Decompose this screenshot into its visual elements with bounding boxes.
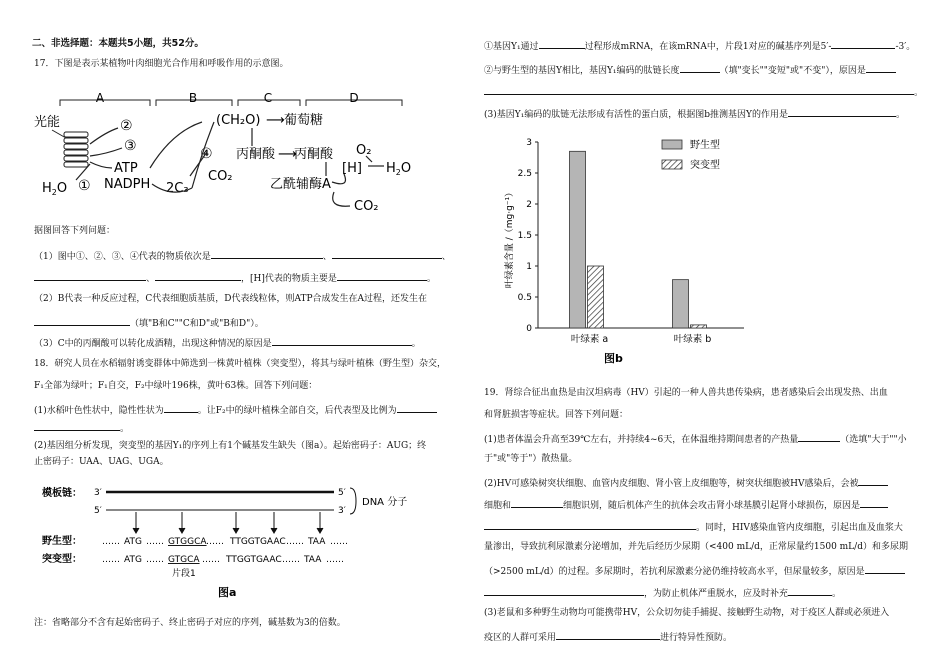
circled-2: ② xyxy=(120,118,133,134)
answer-blank[interactable] xyxy=(337,271,427,281)
atp-label: ATP xyxy=(114,161,138,176)
water-label-2: $H_2O$ xyxy=(386,161,412,177)
bar-mutant xyxy=(588,266,604,328)
region-label-c: C xyxy=(263,92,273,105)
answer-blank[interactable] xyxy=(798,432,840,442)
wild-seq-dots-2: …… xyxy=(146,537,164,547)
legend-swatch xyxy=(662,160,682,169)
answer-blank[interactable] xyxy=(788,107,896,117)
long-arrow: ⟶ xyxy=(266,113,285,128)
answer-blank[interactable] xyxy=(164,403,198,413)
answer-blank[interactable] xyxy=(332,249,442,259)
legend-label: 野生型 xyxy=(690,140,720,151)
co2-label-2: CO₂ xyxy=(354,199,379,214)
q19-p3-line1: (3)老鼠和多种野生动物均可能携带HV，公众切勿徒手捕捉、接触野生动物，对于疫区人群或必须进入 xyxy=(484,608,890,618)
mutant-seq-dots-5: …… xyxy=(326,555,344,565)
q17-photosynthesis-diagram xyxy=(32,92,452,214)
q19-stem-1: 19．肾综合征出血热是由汉坦病毒（HV）引起的一种人兽共患传染病，患者感染后会出现发热、出血 xyxy=(484,388,888,398)
three-prime-top: 5′ xyxy=(338,488,346,498)
q17-part2-line2: （填"B和C""C和D"或"B和D"）。 xyxy=(34,316,264,329)
wild-type-label: 野生型： xyxy=(42,536,82,547)
mutant-seq-atg: ATG xyxy=(124,555,142,565)
legend-swatch xyxy=(662,140,682,149)
mutant-seq-dots-3: …… xyxy=(202,555,220,565)
y-tick-label: 0 xyxy=(526,324,532,334)
answer-blank[interactable] xyxy=(860,498,888,508)
q18-part2-line2: 止密码子：UAA、UAG、UGA。 xyxy=(34,457,169,467)
y-axis-label: 叶绿素含量 /（mg·g⁻¹） xyxy=(505,187,515,289)
q19-p2-line2: 细胞和 细胞识别，随后机体产生的抗体会攻击肾小球基膜引起肾小球损伤，原因是 xyxy=(484,498,888,511)
mutant-type-label: 突变型： xyxy=(42,554,82,565)
y-tick-label: 1.5 xyxy=(517,231,532,241)
mutant-seq-dots-1: …… xyxy=(102,555,120,565)
answer-blank[interactable] xyxy=(866,63,896,73)
y-tick-label: 1 xyxy=(526,262,532,272)
q17-prompt: 据图回答下列问题： xyxy=(34,226,116,236)
q19-p2-line6: ，为防止机体严重脱水，应及时补充 。 xyxy=(484,586,841,599)
answer-blank[interactable] xyxy=(865,564,905,574)
h-label: [H] xyxy=(342,161,362,176)
mutant-seq-gtgca: GTGCA xyxy=(168,555,200,565)
three-prime-bottom: 3′ xyxy=(338,506,346,516)
q19-stem-2: 和肾脏损害等症状。回答下列问题： xyxy=(484,410,629,420)
q18-r3: (3)基因Y₁编码的肽链无法形成有活性的蛋白质，根据图b推测基因Y的作用是 。 xyxy=(484,107,905,120)
answer-blank[interactable] xyxy=(155,271,241,281)
wild-seq-atg: ATG xyxy=(124,537,142,547)
y-tick-label: 2.5 xyxy=(517,169,532,179)
q19-p2-line3: 。同时，HIV感染血管内皮细胞，引起出血及血浆大 xyxy=(484,520,903,533)
q18-part2-line1: (2)基因组分析发现，突变型的基因Y₁的序列上有1个碱基发生缺失（图a）。起始密码子：AUG；终 xyxy=(34,441,427,451)
q18-stem-2: F₁全部为绿叶；F₁自交，F₂中绿叶196株，黄叶63株。回答下列问题： xyxy=(34,381,318,391)
wild-seq-taa: TAA xyxy=(308,537,326,547)
pyruvate-label-1: 丙酮酸 xyxy=(236,147,276,162)
answer-blank[interactable] xyxy=(34,316,130,326)
y-tick-label: 0.5 xyxy=(517,293,532,303)
answer-blank[interactable] xyxy=(484,85,914,95)
section-header: 二、非选择题：本题共5小题，共52分。 xyxy=(32,38,204,49)
answer-blank[interactable] xyxy=(272,336,412,346)
wild-seq-ttgg: TTGGTGAAC xyxy=(230,537,286,547)
q17-part2-line1: （2）B代表一种反应过程，C代表细胞质基质，D代表线粒体，则ATP合成发生在A过程，还发生在 xyxy=(34,294,428,304)
circled-1: ① xyxy=(78,178,91,194)
five-prime-bottom: 5′ xyxy=(94,506,102,516)
q18-part1-line2: 。 xyxy=(34,421,129,434)
wild-seq-dots-3: …… xyxy=(206,537,224,547)
circled-4: ④ xyxy=(200,146,213,162)
q19-p3-line2: 疫区的人群可采用 进行特异性预防。 xyxy=(484,630,732,643)
q19-p1-line1: (1)患者体温会升高至39℃左右，并持续4~6天，在体温维持期间患者的产热量 （选填"大于""小 xyxy=(484,432,907,445)
answer-blank[interactable] xyxy=(484,586,644,596)
c3-label: 2C₃ xyxy=(166,181,189,196)
bar-wild xyxy=(673,280,689,328)
q18-note: 注：省略部分不含有起始密码子、终止密码子对应的序列，碱基数为3的倍数。 xyxy=(34,618,346,628)
answer-blank[interactable] xyxy=(484,520,696,530)
q18-figure-b-chart xyxy=(494,128,754,368)
q18-part1-line1: (1)水稻叶色性状中，隐性性状为 。让F₂中的绿叶植株全部自交，后代表型及比例为 xyxy=(34,403,437,416)
q18-r1: ①基因Y₁通过 过程形成mRNA，在该mRNA中，片段1对应的碱基序列是5′- -3′。 xyxy=(484,39,915,52)
legend-label: 突变型 xyxy=(690,160,720,171)
circled-3: ③ xyxy=(124,138,137,154)
glucose-label: 葡萄糖 xyxy=(284,113,324,128)
q19-p2-line1: (2)HV可感染树突状细胞、血管内皮细胞、肾小管上皮细胞等，树突状细胞被HV感染后，会被 xyxy=(484,476,888,489)
acetyl-coa-label: 乙酰辅酶A xyxy=(270,177,331,192)
answer-blank[interactable] xyxy=(397,403,437,413)
x-tick-label: 叶绿素 b xyxy=(673,334,712,345)
wild-seq-dots-5: …… xyxy=(330,537,348,547)
answer-blank[interactable] xyxy=(34,421,120,431)
five-prime-top: 3′ xyxy=(94,488,102,498)
region-label-a: A xyxy=(95,92,105,105)
light-energy-label: 光能 xyxy=(34,115,61,130)
ch2o-label: (CH₂O) xyxy=(216,113,261,128)
q17-part3: （3）C中的丙酮酸可以转化成酒精，出现这种情况的原因是 。 xyxy=(34,336,421,349)
answer-blank[interactable] xyxy=(539,39,585,49)
q18-figure-a xyxy=(32,478,432,600)
wild-seq-dots-1: …… xyxy=(102,537,120,547)
wild-seq-dots-4: …… xyxy=(286,537,304,547)
region-label-d: D xyxy=(349,92,359,105)
y-tick-label: 3 xyxy=(526,138,532,148)
answer-blank[interactable] xyxy=(788,586,832,596)
mutant-seq-dots-4: …… xyxy=(282,555,300,565)
mutant-seq-ttgg: TTGGTGAAC xyxy=(226,555,282,565)
x-tick-label: 叶绿素 a xyxy=(570,334,609,345)
template-strand-label: 模板链： xyxy=(42,488,82,499)
co2-label-1: CO₂ xyxy=(208,169,233,184)
nadph-label: NADPH xyxy=(104,177,151,192)
region-label-b: B xyxy=(188,92,198,105)
y-tick-label: 2 xyxy=(526,200,532,210)
o2-label: O₂ xyxy=(356,143,372,158)
fragment-1-label: 片段1 xyxy=(172,569,196,579)
mutant-seq-taa: TAA xyxy=(304,555,322,565)
q19-p2-line5: （>2500 mL/d）的过程。多尿期时，若抗利尿激素分泌仍维持较高水平，但尿量较多，原因是 xyxy=(484,564,905,577)
answer-blank[interactable] xyxy=(858,476,888,486)
thylakoid-stack-icon xyxy=(64,132,88,167)
figure-b-caption: 图b xyxy=(604,352,623,365)
answer-blank[interactable] xyxy=(34,271,146,281)
q17-stem: 17．下图是表示某植物叶肉细胞光合作用和呼吸作用的示意图。 xyxy=(34,59,289,69)
dna-molecule-label: DNA 分子 xyxy=(362,497,408,508)
figure-a-caption: 图a xyxy=(218,586,237,599)
answer-blank[interactable] xyxy=(680,63,720,73)
mutant-seq-dots-2: …… xyxy=(146,555,164,565)
bar-mutant xyxy=(691,325,707,328)
wild-seq-gtggca: GTGGCA xyxy=(168,537,207,547)
pyruvate-label-2: 丙酮酸 xyxy=(294,147,334,162)
answer-blank[interactable] xyxy=(556,630,660,640)
answer-blank[interactable] xyxy=(211,249,323,259)
long-arrow-2: ⟶ xyxy=(278,147,297,162)
answer-blank[interactable] xyxy=(511,498,563,508)
q18-r2-line2: 。 xyxy=(484,85,923,98)
answer-blank[interactable] xyxy=(831,39,895,49)
q17-part1-line2: 、 ，[H]代表的物质主要是 。 xyxy=(34,271,436,284)
q18-stem-1: 18．研究人员在水稻辐射诱变群体中筛选到一株黄叶植株（突变型），将其与绿叶植株（野生型）杂交， xyxy=(34,359,446,369)
bar-wild xyxy=(570,151,586,328)
q19-p1-line2: 于"或"等于"）散热量。 xyxy=(484,454,578,464)
q18-r2: ②与野生型的基因Y相比，基因Y₁编码的肽链长度 （填"变长""变短"或"不变"），原因是 xyxy=(484,63,896,76)
water-label: $H_2O$ xyxy=(42,181,68,197)
q19-p2-line4: 量渗出，导致抗利尿激素分泌增加，并先后经历少尿期（<400 mL/d，正常尿量约1500 mL/d）和多尿期 xyxy=(484,542,908,552)
q17-part1-line1: （1）图中①、②、③、④代表的物质依次是 、 、 xyxy=(34,249,451,262)
